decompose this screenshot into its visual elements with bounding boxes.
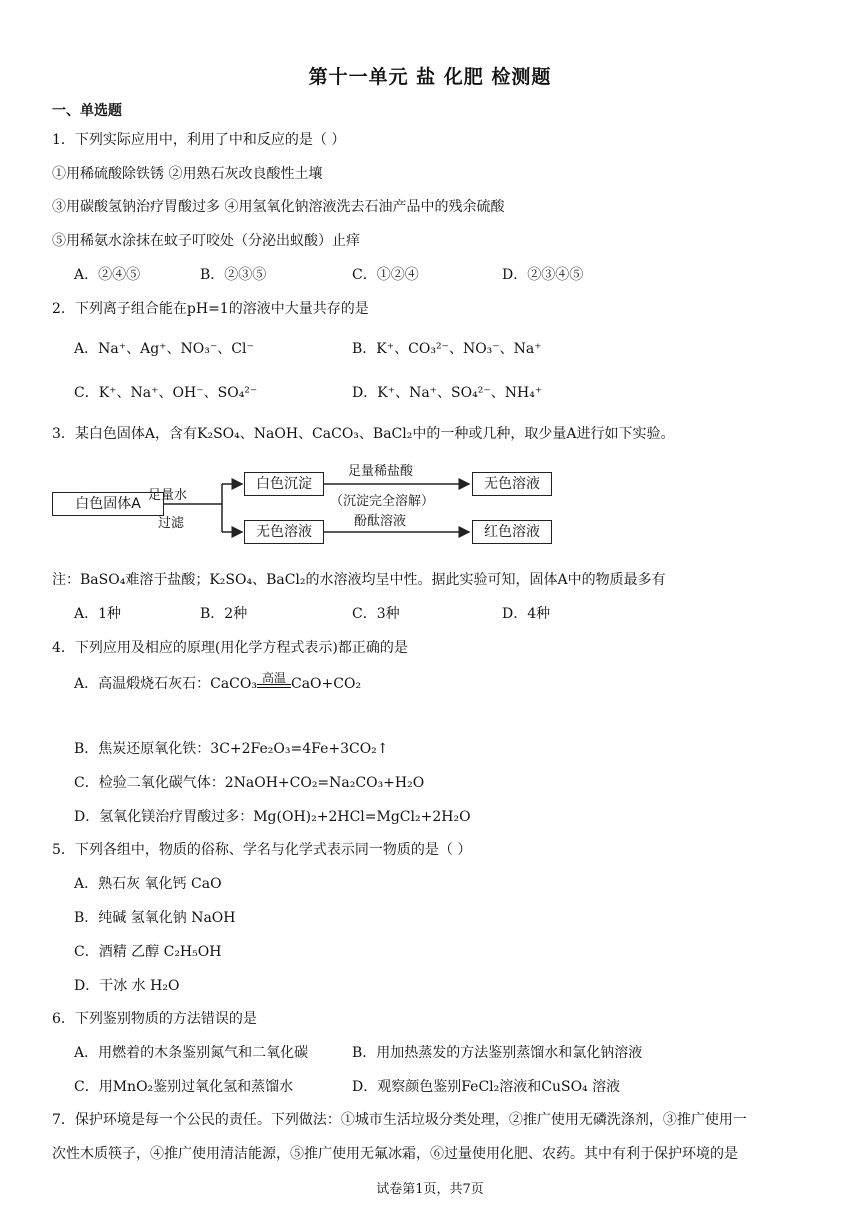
q1-option-a: A．②④⑤ bbox=[74, 267, 141, 283]
q1-option-b: B．②③⑤ bbox=[200, 267, 267, 283]
q5-stem: 5．下列各组中，物质的俗称、学名与化学式表示同一物质的是（ ） bbox=[52, 842, 472, 858]
q1-line-3: ⑤用稀氨水涂抹在蚊子叮咬处（分泌出蚁酸）止痒 bbox=[52, 233, 360, 249]
q1-option-d: D．②③④⑤ bbox=[502, 267, 584, 283]
q7-line-2: 次性木质筷子，④推广使用清洁能源，⑤推广使用无氟冰霜，⑥过量使用化肥、农药。其中有利于保护环境的是 bbox=[52, 1146, 738, 1162]
q3-option-b: B．2种 bbox=[200, 606, 248, 622]
precipitate-box: 白色沉淀 bbox=[244, 472, 324, 496]
q6-option-c: C．用MnO₂鉴别过氧化氢和蒸馏水 bbox=[74, 1079, 294, 1095]
q5-option-d: D．干冰 水 H₂O bbox=[74, 978, 180, 994]
q6-option-d: D．观察颜色鉴别FeCl₂溶液和CuSO₄ 溶液 bbox=[352, 1079, 621, 1095]
q3-note: 注：BaSO₄难溶于盐酸；K₂SO₄、BaCl₂的水溶液均呈中性。据此实验可知，固体A中的物质最多有 bbox=[52, 572, 666, 588]
q1-line-2: ③用碳酸氢钠治疗胃酸过多 ④用氢氧化钠溶液洗去石油产品中的残余硫酸 bbox=[52, 199, 505, 215]
dissolve-note-label: （沉淀完全溶解） bbox=[330, 494, 435, 509]
q4-a-left: A．高温煅烧石灰石：CaCO₃ bbox=[74, 676, 257, 692]
q5-option-c: C．酒精 乙醇 C₂H₅OH bbox=[74, 944, 222, 960]
filter-label: 过滤 bbox=[158, 516, 185, 531]
reagent-water-label: 足量水 bbox=[148, 488, 188, 503]
q4-option-c: C．检验二氧化碳气体：2NaOH+CO₂=Na₂CO₃+H₂O bbox=[74, 775, 425, 791]
reagent-hcl-label: 足量稀盐酸 bbox=[348, 464, 414, 479]
q2-option-c: C．K⁺、Na⁺、OH⁻、SO₄²⁻ bbox=[74, 385, 258, 401]
q4-option-a bbox=[74, 672, 361, 693]
q4-stem: 4．下列应用及相应的原理(用化学方程式表示)都正确的是 bbox=[52, 640, 408, 656]
flow-diagram bbox=[52, 456, 572, 556]
q1-line-1: ①用稀硫酸除铁锈 ②用熟石灰改良酸性土壤 bbox=[52, 166, 323, 182]
filtrate-box: 无色溶液 bbox=[244, 520, 324, 544]
q3-option-d: D．4种 bbox=[502, 606, 551, 622]
reagent-phenolphthalein-label: 酚酞溶液 bbox=[354, 514, 407, 529]
q6-option-a: A．用燃着的木条鉴别氮气和二氧化碳 bbox=[74, 1045, 309, 1061]
condition-label: 高温 bbox=[261, 671, 286, 685]
q5-option-b: B．纯碱 氢氧化钠 NaOH bbox=[74, 910, 236, 926]
q4-option-b: B．焦炭还原氧化铁：3C+2Fe₂O₃=4Fe+3CO₂↑ bbox=[74, 741, 389, 757]
q4-a-right: CaO+CO₂ bbox=[290, 676, 362, 692]
end-colorless-box: 无色溶液 bbox=[472, 472, 552, 496]
q7-line-1: 7．保护环境是每一个公民的责任。下列做法：①城市生活垃圾分类处理，②推广使用无磷洗涤剂，③推广使用一 bbox=[52, 1112, 747, 1128]
section-heading: 一、单选题 bbox=[52, 103, 122, 119]
page-footer: 试卷第1页，共7页 bbox=[376, 1182, 484, 1197]
q6-stem: 6．下列鉴别物质的方法错误的是 bbox=[52, 1011, 257, 1027]
q3-option-a: A．1种 bbox=[74, 606, 122, 622]
q2-option-a: A．Na⁺、Ag⁺、NO₃⁻、Cl⁻ bbox=[74, 341, 254, 357]
page-title: 第十一单元 盐 化肥 检测题 bbox=[308, 66, 552, 88]
q2-option-d: D．K⁺、Na⁺、SO₄²⁻、NH₄⁺ bbox=[352, 385, 543, 401]
q2-option-b: B．K⁺、CO₃²⁻、NO₃⁻、Na⁺ bbox=[352, 341, 542, 357]
q5-option-a: A．熟石灰 氧化钙 CaO bbox=[74, 876, 222, 892]
q1-stem: 1．下列实际应用中，利用了中和反应的是（ ） bbox=[52, 132, 346, 148]
end-red-box: 红色溶液 bbox=[472, 520, 552, 544]
equals-high-temp bbox=[257, 672, 291, 693]
start-box: 白色固体A bbox=[52, 492, 164, 516]
q2-stem: 2．下列离子组合能在pH=1的溶液中大量共存的是 bbox=[52, 301, 369, 317]
q3-stem: 3．某白色固体A，含有K₂SO₄、NaOH、CaCO₃、BaCl₂中的一种或几种，取少量A进行如下实验。 bbox=[52, 426, 675, 442]
q6-option-b: B．用加热蒸发的方法鉴别蒸馏水和氯化钠溶液 bbox=[352, 1045, 643, 1061]
q3-option-c: C．3种 bbox=[352, 606, 400, 622]
q1-option-c: C．①②④ bbox=[352, 267, 419, 283]
q4-option-d: D．氢氧化镁治疗胃酸过多：Mg(OH)₂+2HCl=MgCl₂+2H₂O bbox=[74, 809, 471, 825]
